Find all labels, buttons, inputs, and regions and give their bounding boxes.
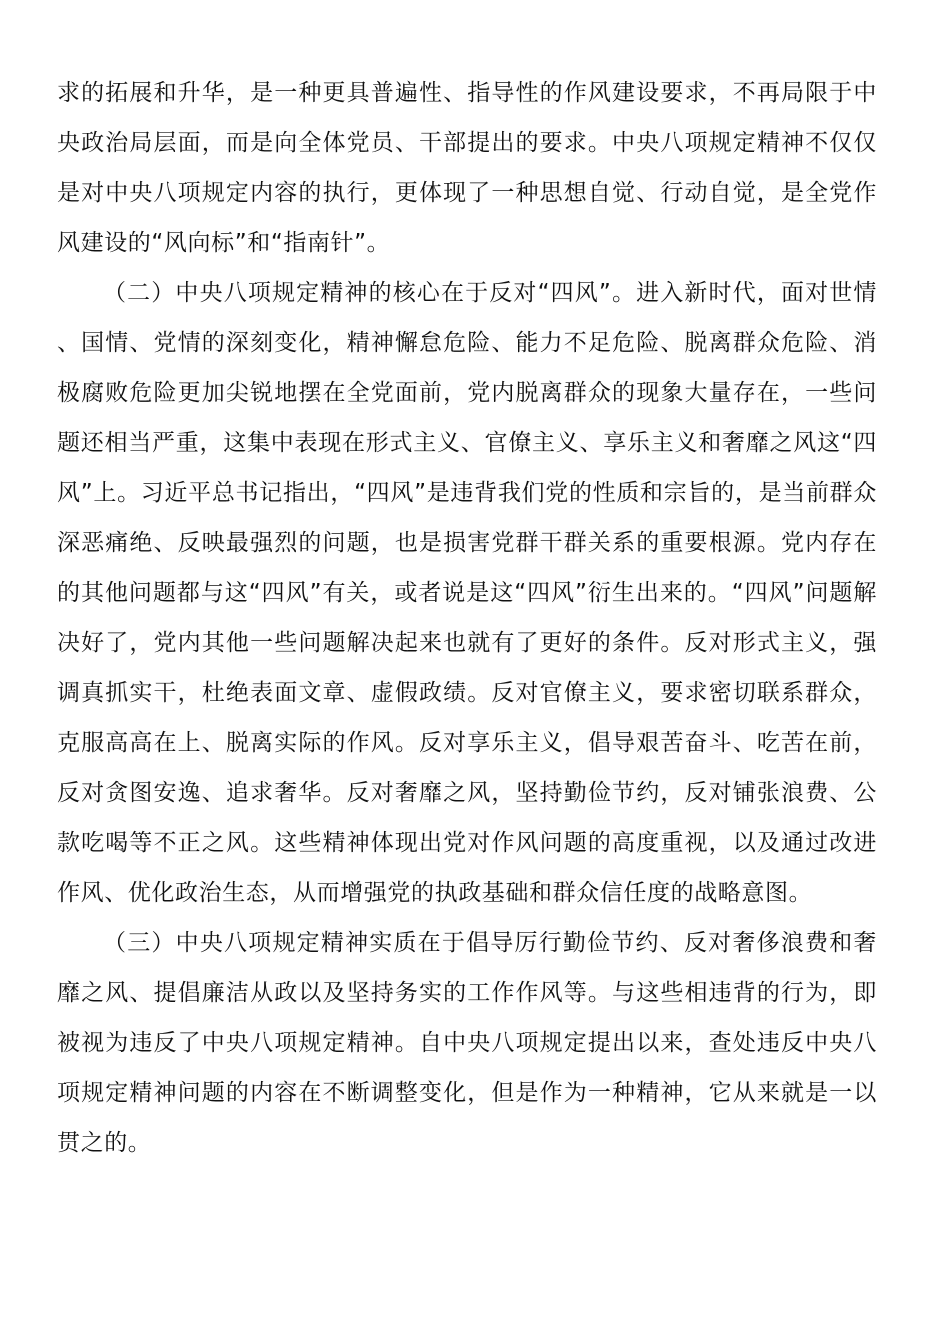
paragraph-section-3: （三）中央八项规定精神实质在于倡导厉行勤俭节约、反对奢侈浪费和奢靡之风、提倡廉洁从政以及坚持务实的工作作风等。与这些相违背的行为，即被视为违反了中央八项规定精神。自中央八项规定提出以来，查处违反中央八项规定精神问题的内容在不断调整变化，但是作为一种精神，它从来就是一以贯之的。	[57, 930, 877, 1156]
document-body	[57, 68, 877, 1168]
paragraph-section-2: （二）中央八项规定精神的核心在于反对“四风”。进入新时代，面对世情、国情、党情的深刻变化，精神懈怠危险、能力不足危险、脱离群众危险、消极腐败危险更加尖锐地摆在全党面前，党内脱离群众的现象大量存在，一些问题还相当严重，这集中表现在形式主义、官僚主义、享乐主义和奢靡之风这“四风”上。习近平总书记指出，“四风”是违背我们党的性质和宗旨的，是当前群众深恶痛绝、反映最强烈的问题，也是损害党群干群关系的重要根源。党内存在的其他问题都与这“四风”有关，或者说是这“四风”衍生出来的。“四风”问题解决好了，党内其他一些问题解决起来也就有了更好的条件。反对形式主义，强调真抓实干，杜绝表面文章、虚假政绩。反对官僚主义，要求密切联系群众，克服高高在上、脱离实际的作风。反对享乐主义，倡导艰苦奋斗、吃苦在前，反对贪图安逸、追求奢华。反对奢靡之风，坚持勤俭节约，反对铺张浪费、公款吃喝等不正之风。这些精神体现出党对作风问题的高度重视，以及通过改进作风、优化政治生态，从而增强党的执政基础和群众信任度的战略意图。	[57, 280, 877, 906]
paragraph-continuation: 求的拓展和升华，是一种更具普遍性、指导性的作风建设要求，不再局限于中央政治局层面，而是向全体党员、干部提出的要求。中央八项规定精神不仅仅是对中央八项规定内容的执行，更体现了一种思想自觉、行动自觉，是全党作风建设的“风向标”和“指南针”。	[57, 80, 877, 256]
